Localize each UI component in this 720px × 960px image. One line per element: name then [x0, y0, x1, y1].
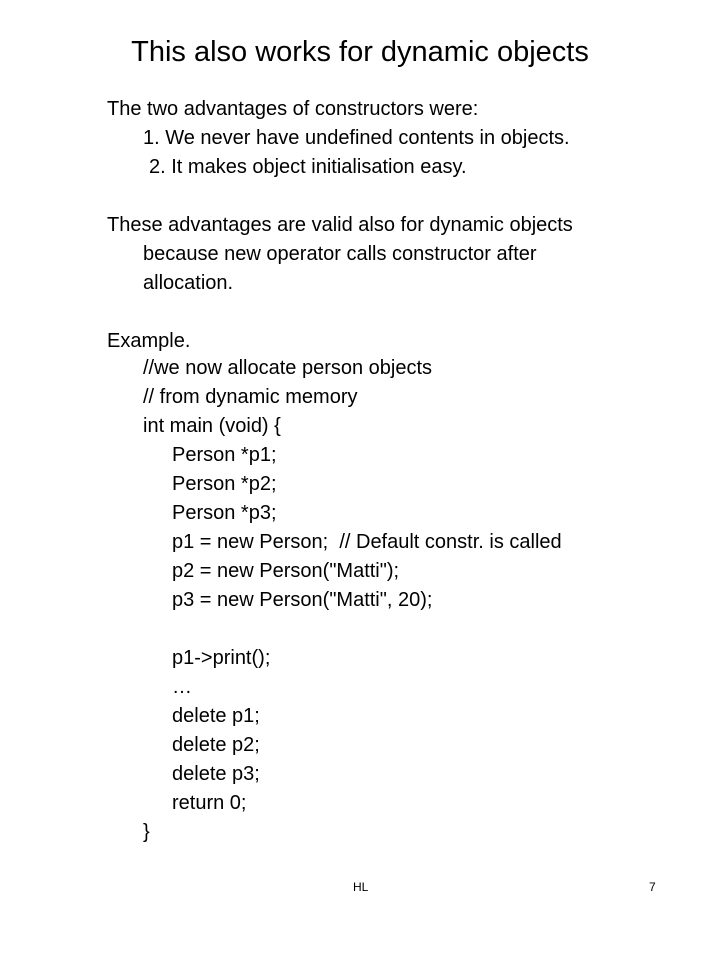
code-line: Person *p1; [172, 444, 277, 466]
code-comment: //we now allocate person objects [143, 357, 433, 379]
intro-line: The two advantages of constructors were: [107, 98, 479, 120]
advantage-item: 2. It makes object initialisation easy. [149, 156, 467, 178]
footer-author: HL [353, 880, 369, 894]
slide-title: This also works for dynamic objects [131, 36, 589, 68]
code-line: p1 = new Person; // Default constr. is called [172, 531, 562, 553]
code-line: p3 = new Person("Matti", 20); [172, 589, 433, 611]
advantage-item: 1. We never have undefined contents in objects. [143, 127, 570, 149]
code-line: p1->print(); [172, 647, 271, 669]
code-main-signature: int main (void) { [143, 415, 281, 437]
code-comment: // from dynamic memory [143, 386, 358, 408]
code-line: Person *p3; [172, 502, 277, 524]
code-line: delete p1; [172, 705, 260, 727]
code-line: Person *p2; [172, 473, 277, 495]
footer-page-number: 7 [649, 880, 656, 894]
code-line: … [172, 676, 192, 698]
validity-line: allocation. [143, 272, 234, 294]
validity-line: because new operator calls constructor after [143, 243, 537, 265]
example-label: Example. [107, 330, 191, 352]
code-closing-brace: } [143, 821, 150, 843]
validity-line: These advantages are valid also for dynamic objects [107, 214, 573, 236]
code-line: delete p2; [172, 734, 260, 756]
code-line: return 0; [172, 792, 247, 814]
code-line: delete p3; [172, 763, 260, 785]
code-line: p2 = new Person("Matti"); [172, 560, 400, 582]
